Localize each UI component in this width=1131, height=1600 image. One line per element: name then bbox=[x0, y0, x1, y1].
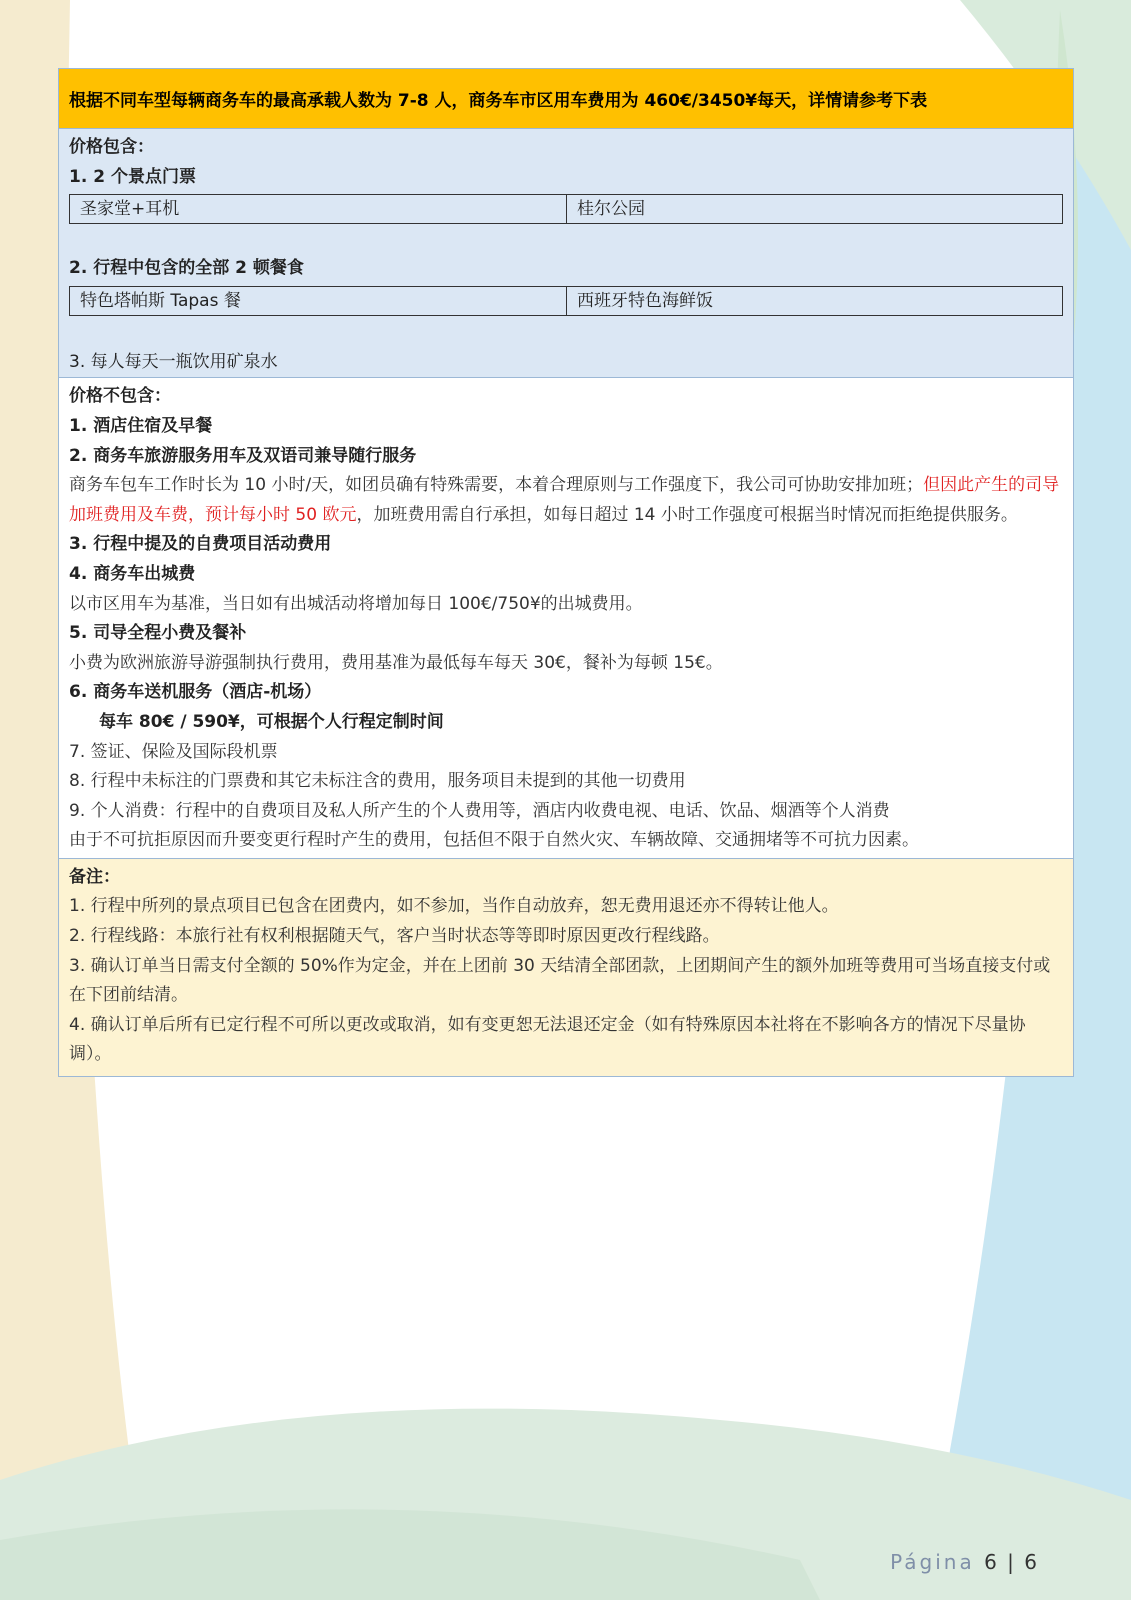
ticket-cell-sagrada: 圣家堂+耳机 bbox=[80, 199, 180, 220]
note-3: 3. 确认订单当日需支付全额的 50%作为定金，并在上团前 30 天结清全部团款，上团期间产生的额外加班等费用可当场直接支付或在下团前结清。 bbox=[69, 955, 1051, 1006]
excluded-item-tips: 5. 司导全程小费及餐补 bbox=[69, 623, 247, 644]
meals-table bbox=[69, 286, 1063, 316]
excluded-item-other: 8. 行程中未标注的门票费和其它未标注含的费用，服务项目未提到的其他一切费用 bbox=[69, 771, 686, 792]
notes-title: 备注： bbox=[69, 866, 120, 887]
airport-desc: 每车 80€ / 590¥，可根据个人行程定制时间 bbox=[99, 711, 444, 732]
tips-desc: 小费为欧洲旅游导游强制执行费用，费用基准为最低每车每天 30€，餐补为每顿 15€。 bbox=[69, 652, 723, 673]
force-majeure-desc: 由于不可抗拒原因而升要变更行程时产生的费用，包括但不限于自然火灾、车辆故障、交通拥堵等不可抗力因素。 bbox=[69, 830, 919, 851]
page-number bbox=[890, 1550, 1039, 1574]
included-item-meals: 2. 行程中包含的全部 2 顿餐食 bbox=[69, 258, 304, 279]
excluded-item-airport: 6. 商务车送机服务（酒店-机场） bbox=[69, 682, 322, 703]
page-count: 6 | 6 bbox=[984, 1550, 1039, 1574]
excluded-item-outcity: 4. 商务车出城费 bbox=[69, 563, 196, 584]
meal-cell-paella: 西班牙特色海鲜饭 bbox=[566, 287, 1062, 315]
ticket-cell-guell: 桂尔公园 bbox=[566, 195, 1062, 223]
meal-cell-tapas: 特色塔帕斯 Tapas 餐 bbox=[80, 290, 241, 311]
excluded-item-visa: 7. 签证、保险及国际段机票 bbox=[69, 741, 278, 762]
price-excluded-section bbox=[59, 378, 1073, 859]
note-2: 2. 行程线路：本旅行社有权利根据随天气，客户当时状态等等即时原因更改行程线路。 bbox=[69, 926, 720, 947]
page-label: Página bbox=[890, 1550, 975, 1574]
included-item-water: 3. 每人每天一瓶饮用矿泉水 bbox=[69, 351, 278, 372]
price-document bbox=[58, 68, 1074, 1077]
outcity-desc: 以市区用车为基准，当日如有出城活动将增加每日 100€/750¥的出城费用。 bbox=[69, 593, 643, 614]
excluded-title: 价格不包含： bbox=[69, 386, 171, 407]
included-title: 价格包含： bbox=[69, 137, 154, 157]
vehicle-capacity-header: 根据不同车型每辆商务车的最高承载人数为 7-8 人，商务车市区用车费用为 460€/3450¥每天，详情请参考下表 bbox=[59, 69, 1073, 129]
note-4: 4. 确认订单后所有已定行程不可所以更改或取消，如有变更恕无法退还定金（如有特殊原因本社将在不影响各方的情况下尽量协调）。 bbox=[69, 1014, 1026, 1065]
note-1: 1. 行程中所列的景点项目已包含在团费内，如不参加，当作自动放弃，恕无费用退还亦不得转让他人。 bbox=[69, 896, 839, 917]
excluded-item-vehicle: 2. 商务车旅游服务用车及双语司兼导随行服务 bbox=[69, 445, 417, 466]
excluded-item-personal: 9. 个人消费：行程中的自费项目及私人所产生的个人费用等，酒店内收费电视、电话、饮品、烟酒等个人消费 bbox=[69, 800, 890, 821]
vehicle-overtime-desc bbox=[69, 471, 1063, 530]
included-item-tickets: 1. 2 个景点门票 bbox=[69, 166, 196, 187]
notes-section bbox=[59, 859, 1073, 1076]
overtime-desc-b: ，加班费用需自行承担，如每日超过 14 小时工作强度可根据当时情况而拒绝提供服务。 bbox=[356, 504, 1018, 525]
price-included-section bbox=[59, 129, 1073, 378]
excluded-item-optional: 3. 行程中提及的自费项目活动费用 bbox=[69, 534, 332, 555]
tickets-table bbox=[69, 194, 1063, 224]
overtime-fee-highlight: 但因此产生的司导加班费用及车费，预计每小时 50 欧元 bbox=[69, 475, 1060, 525]
excluded-item-hotel: 1. 酒店住宿及早餐 bbox=[69, 415, 213, 436]
overtime-desc-a: 商务车包车工作时长为 10 小时/天，如团员确有特殊需要，本着合理原则与工作强度下，我公司可协助安排加班； bbox=[69, 475, 924, 496]
